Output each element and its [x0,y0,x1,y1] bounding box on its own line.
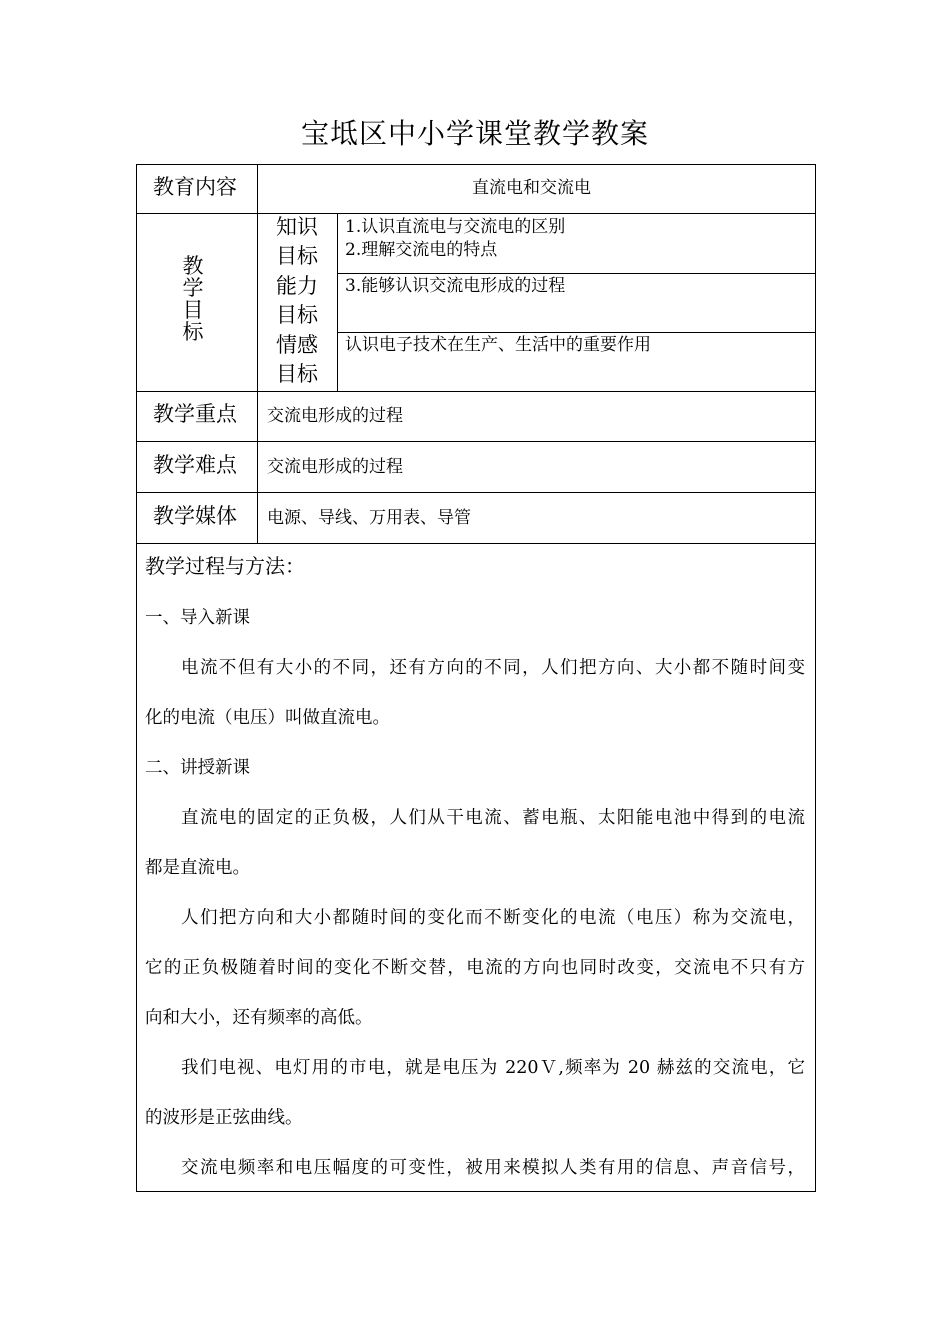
goals-label: 教学目标 [182,254,204,344]
ability-goal-label: 能力 目标 [276,274,318,327]
paragraph-line: 直流电的固定的正负极，人们从干电流、蓄电瓶、太阳能电池中得到的电流 [181,808,805,828]
content-value: 直流电和交流电 [472,178,591,198]
process-heading: 教学过程与方法： [145,554,305,578]
section-heading: 二、讲授新课 [145,758,250,778]
lesson-plan-table [136,164,816,1192]
column-divider [257,165,258,543]
paragraph-line: 我们电视、电灯用的市电，就是电压为 220Ｖ,频率为 20 赫兹的交流电，它 [181,1058,805,1078]
row-divider [137,441,815,442]
media-label: 教学媒体 [153,504,237,528]
ability-goal-line-1: 3.能够认识交流电形成的过程 [345,276,566,296]
difficulty-value: 交流电形成的过程 [267,457,403,477]
section-heading: 一、导入新课 [145,608,250,628]
page-title: 宝坻区中小学课堂教学教案 [300,117,649,150]
emotion-goal-label: 情感 目标 [276,333,318,386]
difficulty-label: 教学难点 [153,453,237,477]
paragraph-line: 化的电流（电压）叫做直流电。 [145,708,390,728]
knowledge-goal-line-2: 2.理解交流电的特点 [345,240,498,260]
paragraph-line: 的波形是正弦曲线。 [145,1108,303,1128]
knowledge-goal-line-1: 1.认识直流电与交流电的区别 [345,217,566,237]
knowledge-goal-label: 知识 目标 [276,215,318,268]
row-divider [337,332,815,333]
column-divider [337,213,338,391]
key-point-value: 交流电形成的过程 [267,406,403,426]
paragraph-line: 向和大小，还有频率的高低。 [145,1008,373,1028]
paragraph-line: 都是直流电。 [145,858,250,878]
emotion-goal-line-1: 认识电子技术在生产、生活中的重要作用 [345,335,651,355]
row-divider [337,273,815,274]
paragraph-line: 交流电频率和电压幅度的可变性，被用来模拟人类有用的信息、声音信号， [181,1158,805,1178]
paragraph-line: 电流不但有大小的不同，还有方向的不同，人们把方向、大小都不随时间变 [181,658,805,678]
row-divider [137,492,815,493]
paragraph-line: 人们把方向和大小都随时间的变化而不断变化的电流（电压）称为交流电， [181,908,805,928]
content-label: 教育内容 [153,175,237,199]
row-divider [137,213,815,214]
row-divider [137,391,815,392]
paragraph-line: 它的正负极随着时间的变化不断交替，电流的方向也同时改变，交流电不只有方 [145,958,805,978]
key-point-label: 教学重点 [153,402,237,426]
media-value: 电源、导线、万用表、导管 [267,508,471,528]
row-divider [137,543,815,544]
